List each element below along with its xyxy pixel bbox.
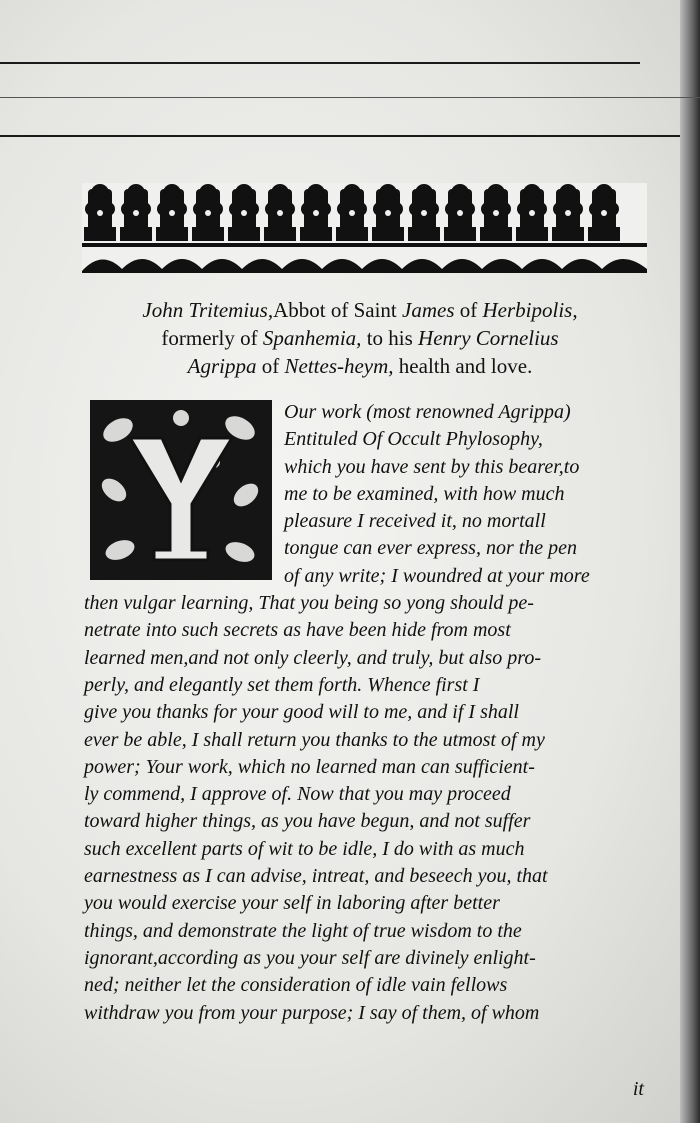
heading-place-herbipolis: Herbipolis, (482, 298, 578, 322)
body-line: me to be examined, with how much (284, 482, 565, 505)
heading-line-1 (60, 296, 660, 324)
body-line: of any write; I woundred at your more (284, 564, 590, 587)
heading-line-3 (60, 352, 660, 380)
body-line: ignorant,according as you your self are divinely enlight- (84, 946, 536, 969)
body-line: give you thanks for your good will to me, and if I shall (84, 701, 519, 724)
body-line: withdraw you from your purpose; I say of them, of whom (84, 1001, 540, 1024)
body-line: which you have sent by this bearer,to (284, 455, 580, 478)
letter-body (84, 399, 654, 1027)
body-line: Our work (most renowned Agrippa) (284, 401, 571, 423)
body-line: earnestness as I can advise, intreat, and beseech you, that (84, 865, 548, 888)
heading-text: formerly of (161, 326, 263, 350)
body-line: ned; neither let the consideration of idle vain fellows (84, 974, 508, 997)
body-line: toward higher things, as you have begun, and not suffer (84, 810, 531, 833)
heading-place-nettesheym: Nettes-heym, (284, 354, 394, 378)
body-line: Entituled Of Occult Phylosophy, (284, 428, 543, 451)
catchword: it (632, 1078, 644, 1100)
top-rule-1 (0, 62, 640, 64)
heading-line-2 (60, 324, 660, 352)
heading-text: of (256, 354, 285, 378)
floral-headpiece-ornament (82, 183, 647, 273)
body-line: netrate into such secrets as have been hide from most (84, 619, 511, 642)
heading-name-tritemius: John Tritemius, (142, 298, 274, 322)
body-line: you would exercise your self in laboring after better (84, 892, 500, 915)
body-line: ly commend, I approve of. Now that you may proceed (84, 783, 511, 806)
body-line: such excellent parts of wit to be idle, I do with as much (84, 837, 525, 860)
heading-name-henry-cornelius: Henry Cornelius (418, 326, 559, 350)
heading-name-agrippa: Agrippa (187, 354, 257, 378)
body-line: then vulgar learning, That you being so yong should pe- (84, 592, 534, 615)
heading-name-james: James (402, 298, 455, 322)
body-line: ever be able, I shall return you thanks to the utmost of my (84, 728, 545, 751)
body-line: perly, and elegantly set them forth. Whence first I (84, 673, 480, 696)
heading-text: health and love. (393, 354, 533, 378)
body-line: things, and demonstrate the light of true wisdom to the (84, 919, 522, 942)
body-line: learned men,and not only cleerly, and truly, but also pro- (84, 646, 541, 669)
body-line: pleasure I received it, no mortall (284, 510, 546, 533)
page-gutter-shadow (680, 0, 700, 1123)
heading-text: to his (361, 326, 419, 350)
top-rule-3 (0, 135, 680, 137)
letter-heading (60, 296, 660, 380)
heading-text: Abbot of Saint (273, 298, 403, 322)
heading-text: of (454, 298, 483, 322)
body-line: power; Your work, which no learned man can sufficient- (84, 755, 535, 778)
heading-place-spanhemia: Spanhemia, (262, 326, 362, 350)
top-rule-2 (0, 97, 700, 98)
body-line: tongue can ever express, nor the pen (284, 537, 578, 560)
